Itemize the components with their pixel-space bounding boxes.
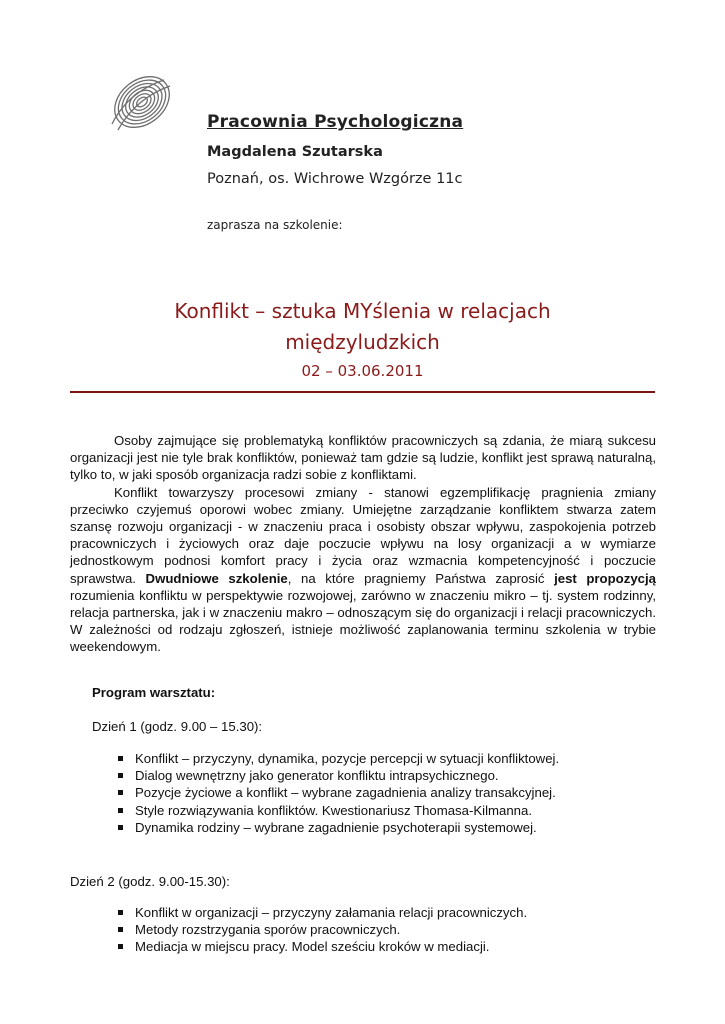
day1-topic-list	[118, 750, 559, 836]
fingerprint-icon	[98, 62, 180, 144]
paragraph-2	[70, 484, 656, 656]
description-body	[70, 432, 656, 656]
day2-topic-list	[118, 904, 527, 956]
day1-heading: Dzień 1 (godz. 9.00 – 15.30):	[92, 719, 263, 734]
letterhead	[207, 112, 463, 187]
title-divider	[70, 391, 655, 393]
list-item: Metody rozstrzygania sporów pracowniczych.	[118, 921, 527, 938]
paragraph-2-bold-1: Dwudniowe szkolenie	[145, 570, 288, 586]
training-title-block	[70, 296, 655, 380]
training-date: 02 – 03.06.2011	[301, 362, 424, 380]
day2-heading: Dzień 2 (godz. 9.00-15.30):	[70, 874, 230, 889]
paragraph-1: Osoby zajmujące się problematyką konfliktów pracowniczych są zdania, że miarą sukcesu organizacji jest nie tyle brak konfliktów, ponieważ tam gdzie są ludzie, konflikt jest sprawą naturalną, tylko to, w jaki sposób organizacja radzi sobie z konfliktami.	[70, 433, 656, 483]
invitation-text: zaprasza na szkolenie:	[207, 218, 343, 232]
program-heading: Program warsztatu:	[92, 685, 216, 700]
paragraph-2-part-c: , na które pragniemy Państwa zaprosić	[287, 570, 545, 586]
list-item: Konflikt – przyczyny, dynamika, pozycje percepcji w sytuacji konfliktowej.	[118, 750, 559, 767]
organization-name: Pracownia Psychologiczna	[207, 112, 464, 132]
list-item: Mediacja w miejscu pracy. Model sześciu kroków w mediacji.	[118, 938, 527, 955]
person-name: Magdalena Szutarska	[207, 144, 383, 160]
paragraph-2-part-d: rozumienia konfliktu w perspektywie rozwojowej, zarówno w znaczeniu mikro – tj. system rodzinny, relacja partnerska, jak i w znaczeniu makro – odnoszącym się do organizacji i relacji pracowniczych. W zależności od rodzaju zgłoszeń, istnieje możliwość zaplanowania terminu szkolenia w trybie weekendowym.	[70, 587, 656, 655]
list-item: Pozycje życiowe a konflikt – wybrane zagadnienia analizy transakcyjnej.	[118, 784, 559, 801]
list-item: Style rozwiązywania konfliktów. Kwestionariusz Thomasa-Kilmanna.	[118, 802, 559, 819]
list-item: Dynamika rodziny – wybrane zagadnienie psychoterapii systemowej.	[118, 819, 559, 836]
paragraph-2-part-a: Konflikt towarzyszy procesowi zmiany - stanowi egzemplifikację pragnienia zmiany przeciwko czyjemuś oporowi wobec zmiany. Umiejętne zarządzanie konfliktem stwarza zatem szansę rozwoju organizacji - w znaczeniu praca i osobisty obszar wpływu, zaspokojenia potrzeb pracowniczych i życiowych oraz daje poczucie wpływu na losy organizacji a w wymiarze jednostkowym podnosi komfort pracy i życia oraz wzmacnia kompetencyjność i poczucie sprawstwa.	[70, 484, 656, 586]
paragraph-2-bold-2: jest propozycją	[554, 570, 656, 586]
training-title-line1: Konflikt – sztuka MYślenia w relacjach	[174, 299, 551, 323]
address: Poznań, os. Wichrowe Wzgórze 11c	[207, 171, 463, 187]
training-title-line2: międzyludzkich	[285, 330, 440, 354]
list-item: Dialog wewnętrzny jako generator konfliktu intrapsychicznego.	[118, 767, 559, 784]
list-item: Konflikt w organizacji – przyczyny załamania relacji pracowniczych.	[118, 904, 527, 921]
